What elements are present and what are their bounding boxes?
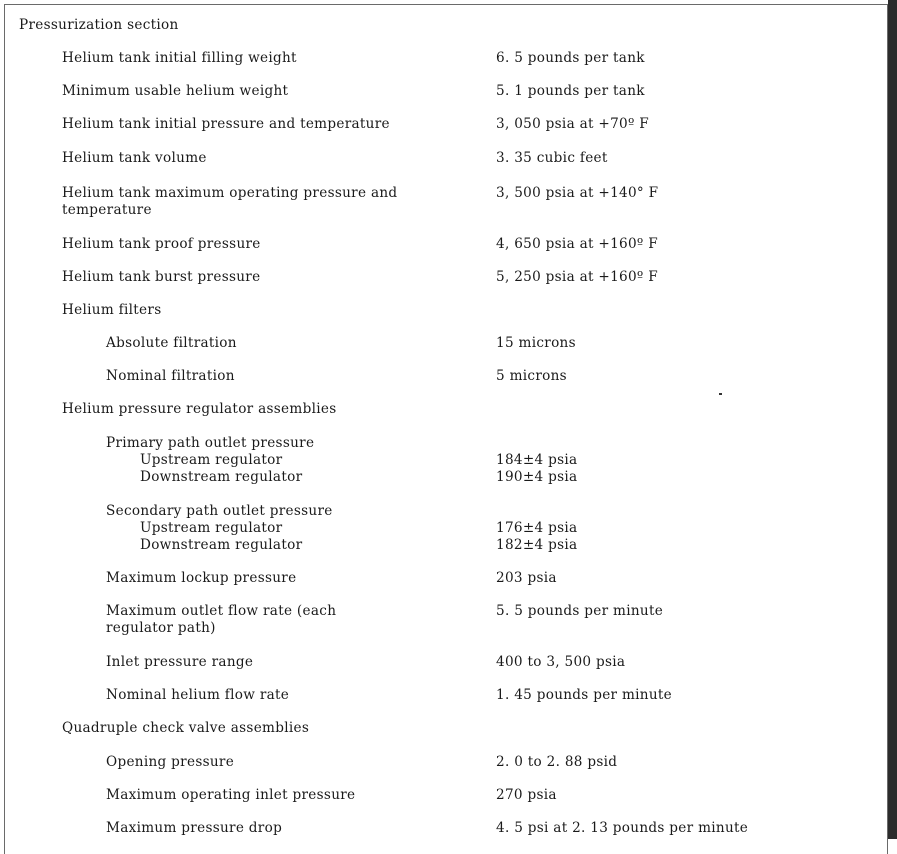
row-label: Downstream regulator bbox=[140, 537, 303, 553]
row-value: 203 psia bbox=[496, 570, 557, 586]
row-label: Helium tank initial filling weight bbox=[62, 50, 297, 66]
row-value: 184±4 psia bbox=[496, 452, 578, 468]
row-value: 190±4 psia bbox=[496, 469, 578, 485]
row-label: Helium tank burst pressure bbox=[62, 269, 261, 285]
row-label: Helium tank maximum operating pressure and bbox=[62, 185, 398, 201]
row-value: 3, 050 psia at +70º F bbox=[496, 116, 650, 132]
row-value: 270 psia bbox=[496, 787, 557, 803]
row-label-continued: temperature bbox=[62, 202, 152, 218]
row-value: 5, 250 psia at +160º F bbox=[496, 269, 658, 285]
subsection-heading: Quadruple check valve assemblies bbox=[62, 720, 310, 736]
row-label: Opening pressure bbox=[106, 754, 235, 770]
row-value: 5 microns bbox=[496, 368, 567, 384]
row-value: 4, 650 psia at +160º F bbox=[496, 236, 658, 252]
subsection-heading: Helium filters bbox=[62, 302, 162, 318]
row-value: 3, 500 psia at +140° F bbox=[496, 185, 659, 201]
row-label: Absolute filtration bbox=[106, 335, 237, 351]
group-heading: Secondary path outlet pressure bbox=[106, 503, 333, 519]
row-label: Maximum outlet flow rate (each bbox=[106, 603, 337, 619]
row-value: 3. 35 cubic feet bbox=[496, 150, 608, 166]
row-label: Downstream regulator bbox=[140, 469, 303, 485]
row-label-continued: regulator path) bbox=[106, 620, 216, 636]
row-value: 5. 5 pounds per minute bbox=[496, 603, 664, 619]
row-label: Helium tank volume bbox=[62, 150, 207, 166]
row-label: Upstream regulator bbox=[140, 520, 283, 536]
row-value: 15 microns bbox=[496, 335, 576, 351]
row-label: Maximum operating inlet pressure bbox=[106, 787, 356, 803]
row-value: 4. 5 psi at 2. 13 pounds per minute bbox=[496, 820, 749, 836]
scan-edge bbox=[888, 0, 897, 839]
row-value: 176±4 psia bbox=[496, 520, 578, 536]
group-heading: Primary path outlet pressure bbox=[106, 435, 315, 451]
row-label: Helium tank proof pressure bbox=[62, 236, 261, 252]
row-label: Inlet pressure range bbox=[106, 654, 254, 670]
row-label: Upstream regulator bbox=[140, 452, 283, 468]
row-value: 2. 0 to 2. 88 psid bbox=[496, 754, 618, 770]
row-value: 1. 45 pounds per minute bbox=[496, 687, 673, 703]
scan-speck bbox=[719, 393, 722, 395]
row-value: 400 to 3, 500 psia bbox=[496, 654, 626, 670]
row-label: Helium tank initial pressure and temperature bbox=[62, 116, 390, 132]
row-label: Maximum pressure drop bbox=[106, 820, 283, 836]
row-label: Minimum usable helium weight bbox=[62, 83, 289, 99]
row-label: Nominal filtration bbox=[106, 368, 235, 384]
section-title: Pressurization section bbox=[19, 17, 179, 33]
row-label: Nominal helium flow rate bbox=[106, 687, 290, 703]
row-label: Maximum lockup pressure bbox=[106, 570, 297, 586]
row-value: 182±4 psia bbox=[496, 537, 578, 553]
row-value: 6. 5 pounds per tank bbox=[496, 50, 645, 66]
subsection-heading: Helium pressure regulator assemblies bbox=[62, 401, 337, 417]
row-value: 5. 1 pounds per tank bbox=[496, 83, 645, 99]
